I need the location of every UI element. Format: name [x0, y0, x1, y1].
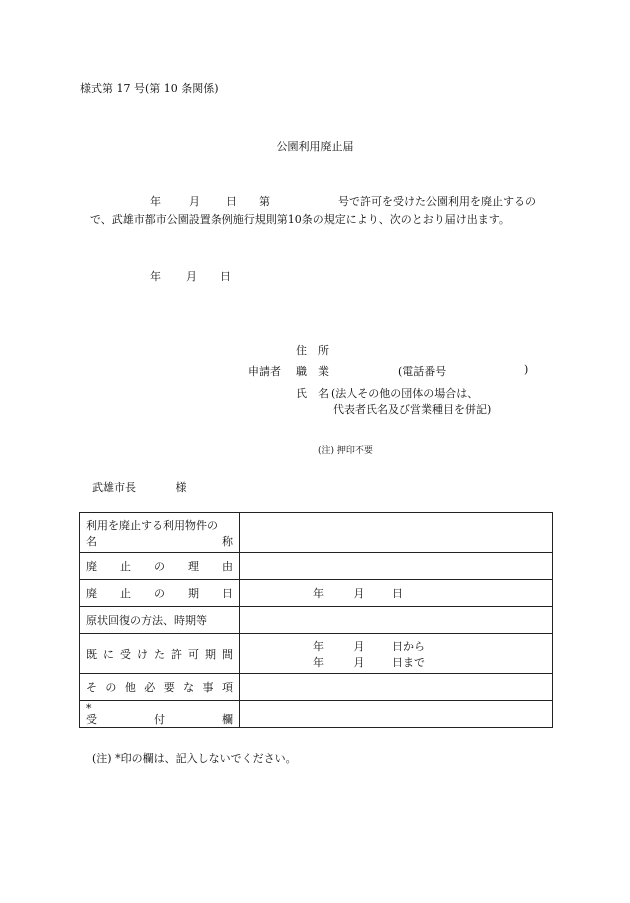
- property-name-char: 称: [222, 534, 233, 548]
- end-date-label: [80, 580, 240, 607]
- phone-open: (電話番号: [398, 365, 447, 378]
- submit-month-label: 月: [186, 270, 197, 283]
- end-month-label: 月: [353, 587, 365, 600]
- submit-year-label: 年: [150, 270, 161, 283]
- property-name-line1: 利用を廃止する利用物件の: [86, 518, 218, 532]
- permit-period-char: 期: [205, 647, 216, 661]
- period-from: [246, 638, 546, 654]
- table-row: [80, 580, 553, 607]
- addressee-name: 武雄市長: [92, 481, 136, 494]
- permit-period-label-text: [86, 646, 233, 662]
- end-date-char: の: [154, 587, 165, 600]
- reason-char: 止: [120, 560, 131, 573]
- table-row: [80, 553, 553, 580]
- other-matters-char: 必: [144, 681, 156, 694]
- other-matters-char: そ: [86, 681, 97, 694]
- reception-char: 欄: [222, 713, 233, 726]
- name-note-line2: 代表者氏名及び営業種目を併記): [333, 403, 492, 416]
- reason-char: 廃: [86, 560, 97, 573]
- to-day-label: 日まで: [392, 655, 425, 669]
- permit-month-label: 月: [189, 195, 200, 208]
- permit-period-char: 受: [120, 647, 131, 661]
- other-matters-label-text: [86, 679, 233, 695]
- body-line1-tail: 号で許可を受けた公園利用を廃止するの: [338, 195, 536, 208]
- reception-char: 受: [86, 713, 97, 726]
- permit-day-label: 日: [226, 195, 237, 208]
- end-date-char: 廃: [86, 587, 97, 600]
- property-name-char: 名: [86, 534, 97, 548]
- body-line2: で、武雄市都市公園設置条例施行規則第10条の規定により、次のとおり届け出ます。: [90, 213, 510, 226]
- from-day-label: 日から: [392, 639, 425, 653]
- table-row: [80, 634, 553, 674]
- other-matters-char: な: [183, 681, 195, 694]
- other-matters-char: の: [105, 681, 117, 694]
- restoration-label: [80, 607, 240, 634]
- other-matters-char: 項: [221, 681, 233, 694]
- reason-char: 由: [222, 560, 233, 573]
- end-year-label: 年: [313, 587, 324, 600]
- end-date-value[interactable]: [240, 580, 553, 607]
- permit-period-char: 可: [188, 647, 199, 661]
- property-name-value[interactable]: [240, 513, 553, 553]
- property-name-line2: [86, 533, 233, 549]
- document-title: 公園利用廃止届: [276, 140, 354, 153]
- period-to: [246, 654, 546, 670]
- submit-day-label: 日: [220, 270, 231, 283]
- occupation-label: 職 業: [296, 365, 329, 378]
- address-label: 住 所: [296, 344, 329, 357]
- permit-period-label: [80, 634, 240, 674]
- other-matters-value[interactable]: [240, 674, 553, 701]
- other-matters-char: 他: [124, 681, 136, 694]
- permit-period-char: た: [154, 647, 165, 661]
- reason-char: 理: [188, 560, 199, 573]
- to-year-label: 年: [313, 655, 324, 669]
- from-month-label: 月: [353, 639, 365, 653]
- end-date-char: 期: [188, 587, 199, 600]
- permit-period-char: に: [103, 647, 114, 661]
- phone-close: ): [524, 363, 529, 376]
- applicant-label: 申請者: [248, 365, 281, 378]
- footer-note: (注) *印の欄は、記入しないでください。: [92, 752, 297, 765]
- addressee-honorific: 様: [175, 481, 187, 494]
- end-date-char: 日: [222, 587, 233, 600]
- permit-period-char: 許: [171, 647, 182, 661]
- other-matters-char: 要: [163, 681, 175, 694]
- form-number: 様式第 17 号(第 10 条関係): [80, 82, 219, 95]
- permit-number-prefix: 第: [259, 195, 270, 208]
- end-date-label-text: [86, 585, 233, 601]
- end-date-char: 止: [120, 587, 131, 600]
- form-table: [79, 512, 553, 728]
- permit-year-label: 年: [150, 195, 161, 208]
- reason-label: [80, 553, 240, 580]
- property-name-label: [80, 513, 240, 553]
- restoration-label-text: 原状回復の方法、時期等: [86, 614, 207, 627]
- permit-period-char: 間: [222, 647, 233, 661]
- stamp-note: (注) 押印不要: [318, 446, 373, 456]
- reception-char: 付: [154, 713, 165, 726]
- permit-period-char: け: [137, 647, 148, 661]
- permit-period-char: 既: [86, 647, 97, 661]
- table-row: [80, 701, 553, 728]
- restoration-value[interactable]: [240, 607, 553, 634]
- reception-label: [80, 701, 240, 728]
- reason-value[interactable]: [240, 553, 553, 580]
- name-label: 氏 名: [296, 387, 329, 400]
- end-day-label: 日: [392, 587, 403, 600]
- other-matters-label: [80, 674, 240, 701]
- permit-period-value[interactable]: [240, 634, 553, 674]
- reception-value: [240, 701, 553, 728]
- table-row: [80, 674, 553, 701]
- addressee: [92, 479, 187, 495]
- reception-label-text: [86, 714, 233, 725]
- reason-label-text: [86, 558, 233, 574]
- table-row: [80, 607, 553, 634]
- from-year-label: 年: [313, 639, 324, 653]
- table-row: [80, 513, 553, 553]
- other-matters-char: 事: [202, 681, 214, 694]
- reception-mark: *: [86, 702, 92, 715]
- to-month-label: 月: [353, 655, 365, 669]
- reason-char: の: [154, 560, 165, 573]
- name-note-line1: (法人その他の団体の場合は、: [331, 387, 479, 400]
